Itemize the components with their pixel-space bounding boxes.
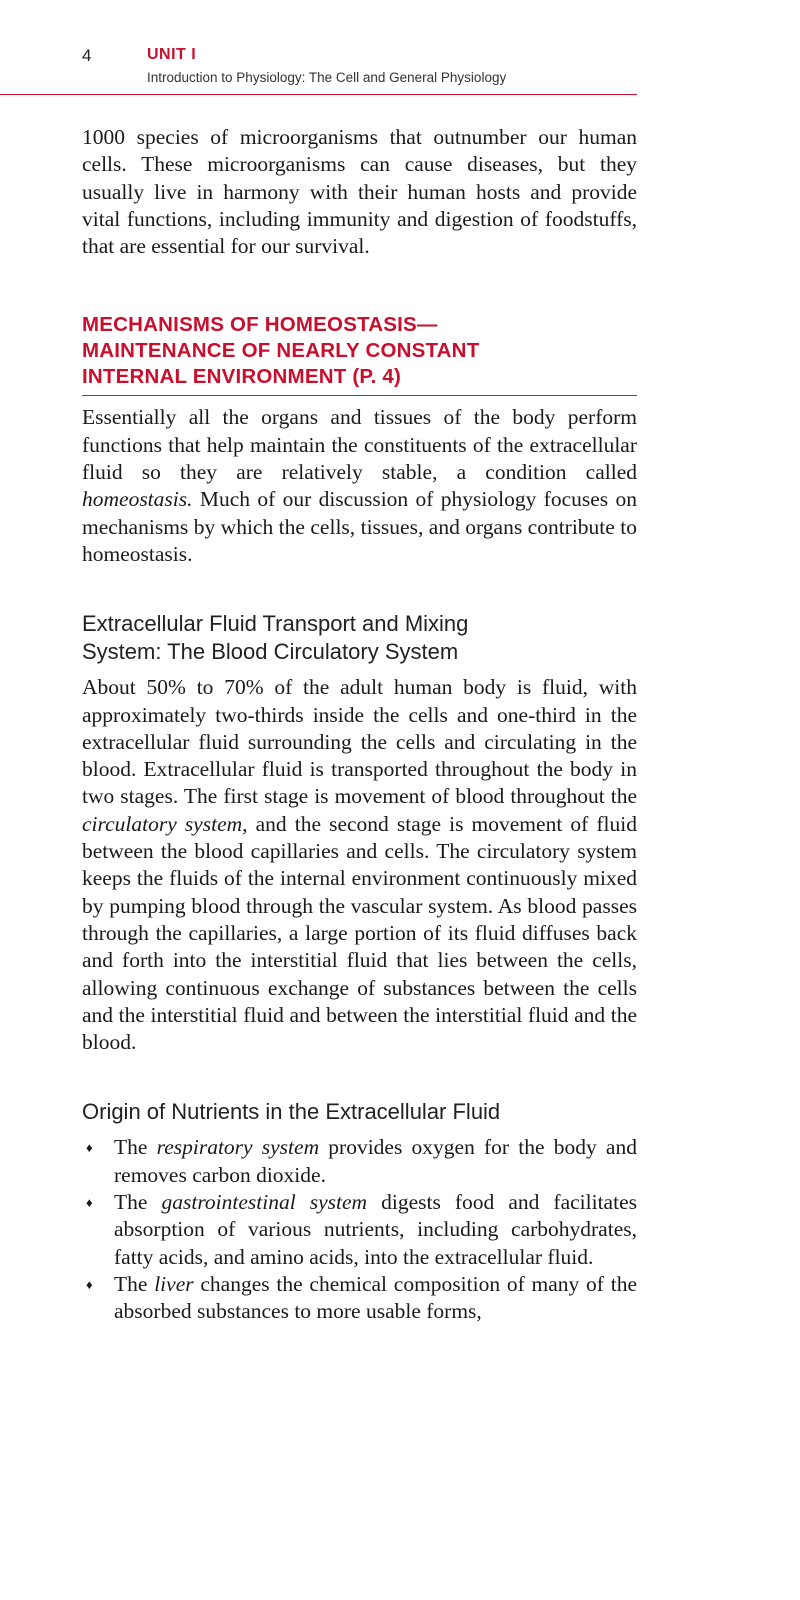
list-item (82, 1271, 637, 1326)
section-heading-line: MECHANISMS OF HOMEOSTASIS— (82, 313, 438, 337)
subsection-heading-line: System: The Blood Circulatory System (82, 639, 459, 665)
page-number: 4 (82, 46, 92, 65)
list-item-text: The (114, 1271, 155, 1296)
homeostasis-paragraph (82, 404, 637, 568)
subsection-heading-circulatory (82, 610, 637, 666)
subsection-heading-line: Origin of Nutrients in the Extracellular Fluid (82, 1099, 501, 1125)
page-content (82, 124, 637, 1326)
paragraph-text: About 50% to 70% of the adult human body is fluid, with approximately two-thirds inside the cells and one-third in the extracellular fluid surrounding the cells and circulating in the blood. Extracellular fluid is transported throughout the body in two stages. The first stage is movement of blood throughout the (82, 675, 637, 809)
running-title: Introduction to Physiology: The Cell and General Physiology (147, 70, 507, 85)
section-heading (82, 312, 637, 396)
term-circulatory-system: circulatory system, (82, 811, 248, 836)
circulatory-paragraph (82, 674, 637, 1056)
section-heading-line: INTERNAL ENVIRONMENT (P. 4) (82, 365, 402, 389)
header-rule (0, 94, 637, 95)
term-liver: liver (154, 1271, 194, 1296)
unit-label: UNIT I (147, 46, 197, 63)
term-respiratory-system: respiratory system (156, 1135, 320, 1160)
term-gastrointestinal-system: gastrointestinal system (161, 1190, 368, 1215)
list-item (82, 1189, 637, 1271)
nutrient-origin-list (82, 1134, 637, 1325)
list-item-text: The (114, 1135, 157, 1160)
paragraph-text: Essentially all the organs and tissues of the body perform functions that help maintain the constituents of the extracellular fluid so they are relatively stable, a condition called (82, 405, 637, 485)
list-item-text: The (114, 1190, 162, 1215)
list-item-text: changes the chemical composition of many of the absorbed substances to more usable forms, (114, 1271, 637, 1324)
section-heading-line: MAINTENANCE OF NEARLY CONSTANT (82, 339, 480, 363)
list-item-text: provides oxygen for the body and removes carbon dioxide. (114, 1135, 637, 1187)
paragraph-text: Much of our discussion of physiology focuses on mechanisms by which the cells, tissues, and organs contribute to homeostasis. (82, 487, 637, 566)
list-item-text: digests food and facilitates absorption of various nutrients, including carbohydrates, fatty acids, and amino acids, into the extracellular fluid. (114, 1190, 637, 1269)
list-item (82, 1134, 637, 1189)
term-homeostasis: homeostasis. (82, 487, 193, 512)
subsection-heading-line: Extracellular Fluid Transport and Mixing (82, 611, 469, 637)
paragraph-text: and the second stage is movement of fluid between the blood capillaries and cells. The circulatory system keeps the fluids of the internal environment continuously mixed by pumping blood through the vascular system. As blood passes through the capillaries, a large portion of its fluid diffuses back and forth into the interstitial fluid that lies between the cells, allowing continuous exchange of substances between the cells and the interstitial fluid and between the interstitial fluid and the blood. (82, 811, 637, 1055)
diamond-bullet-icon: ♦ (86, 1195, 93, 1211)
subsection-heading-nutrients (82, 1098, 637, 1126)
diamond-bullet-icon: ♦ (86, 1140, 93, 1156)
intro-paragraph: 1000 species of microorganisms that outnumber our human cells. These microorganisms can cause diseases, but they usually live in harmony with their human hosts and provide vital functions, including immunity and digestion of foodstuffs, that are essential for our survival. (82, 125, 637, 259)
diamond-bullet-icon: ♦ (86, 1276, 93, 1292)
